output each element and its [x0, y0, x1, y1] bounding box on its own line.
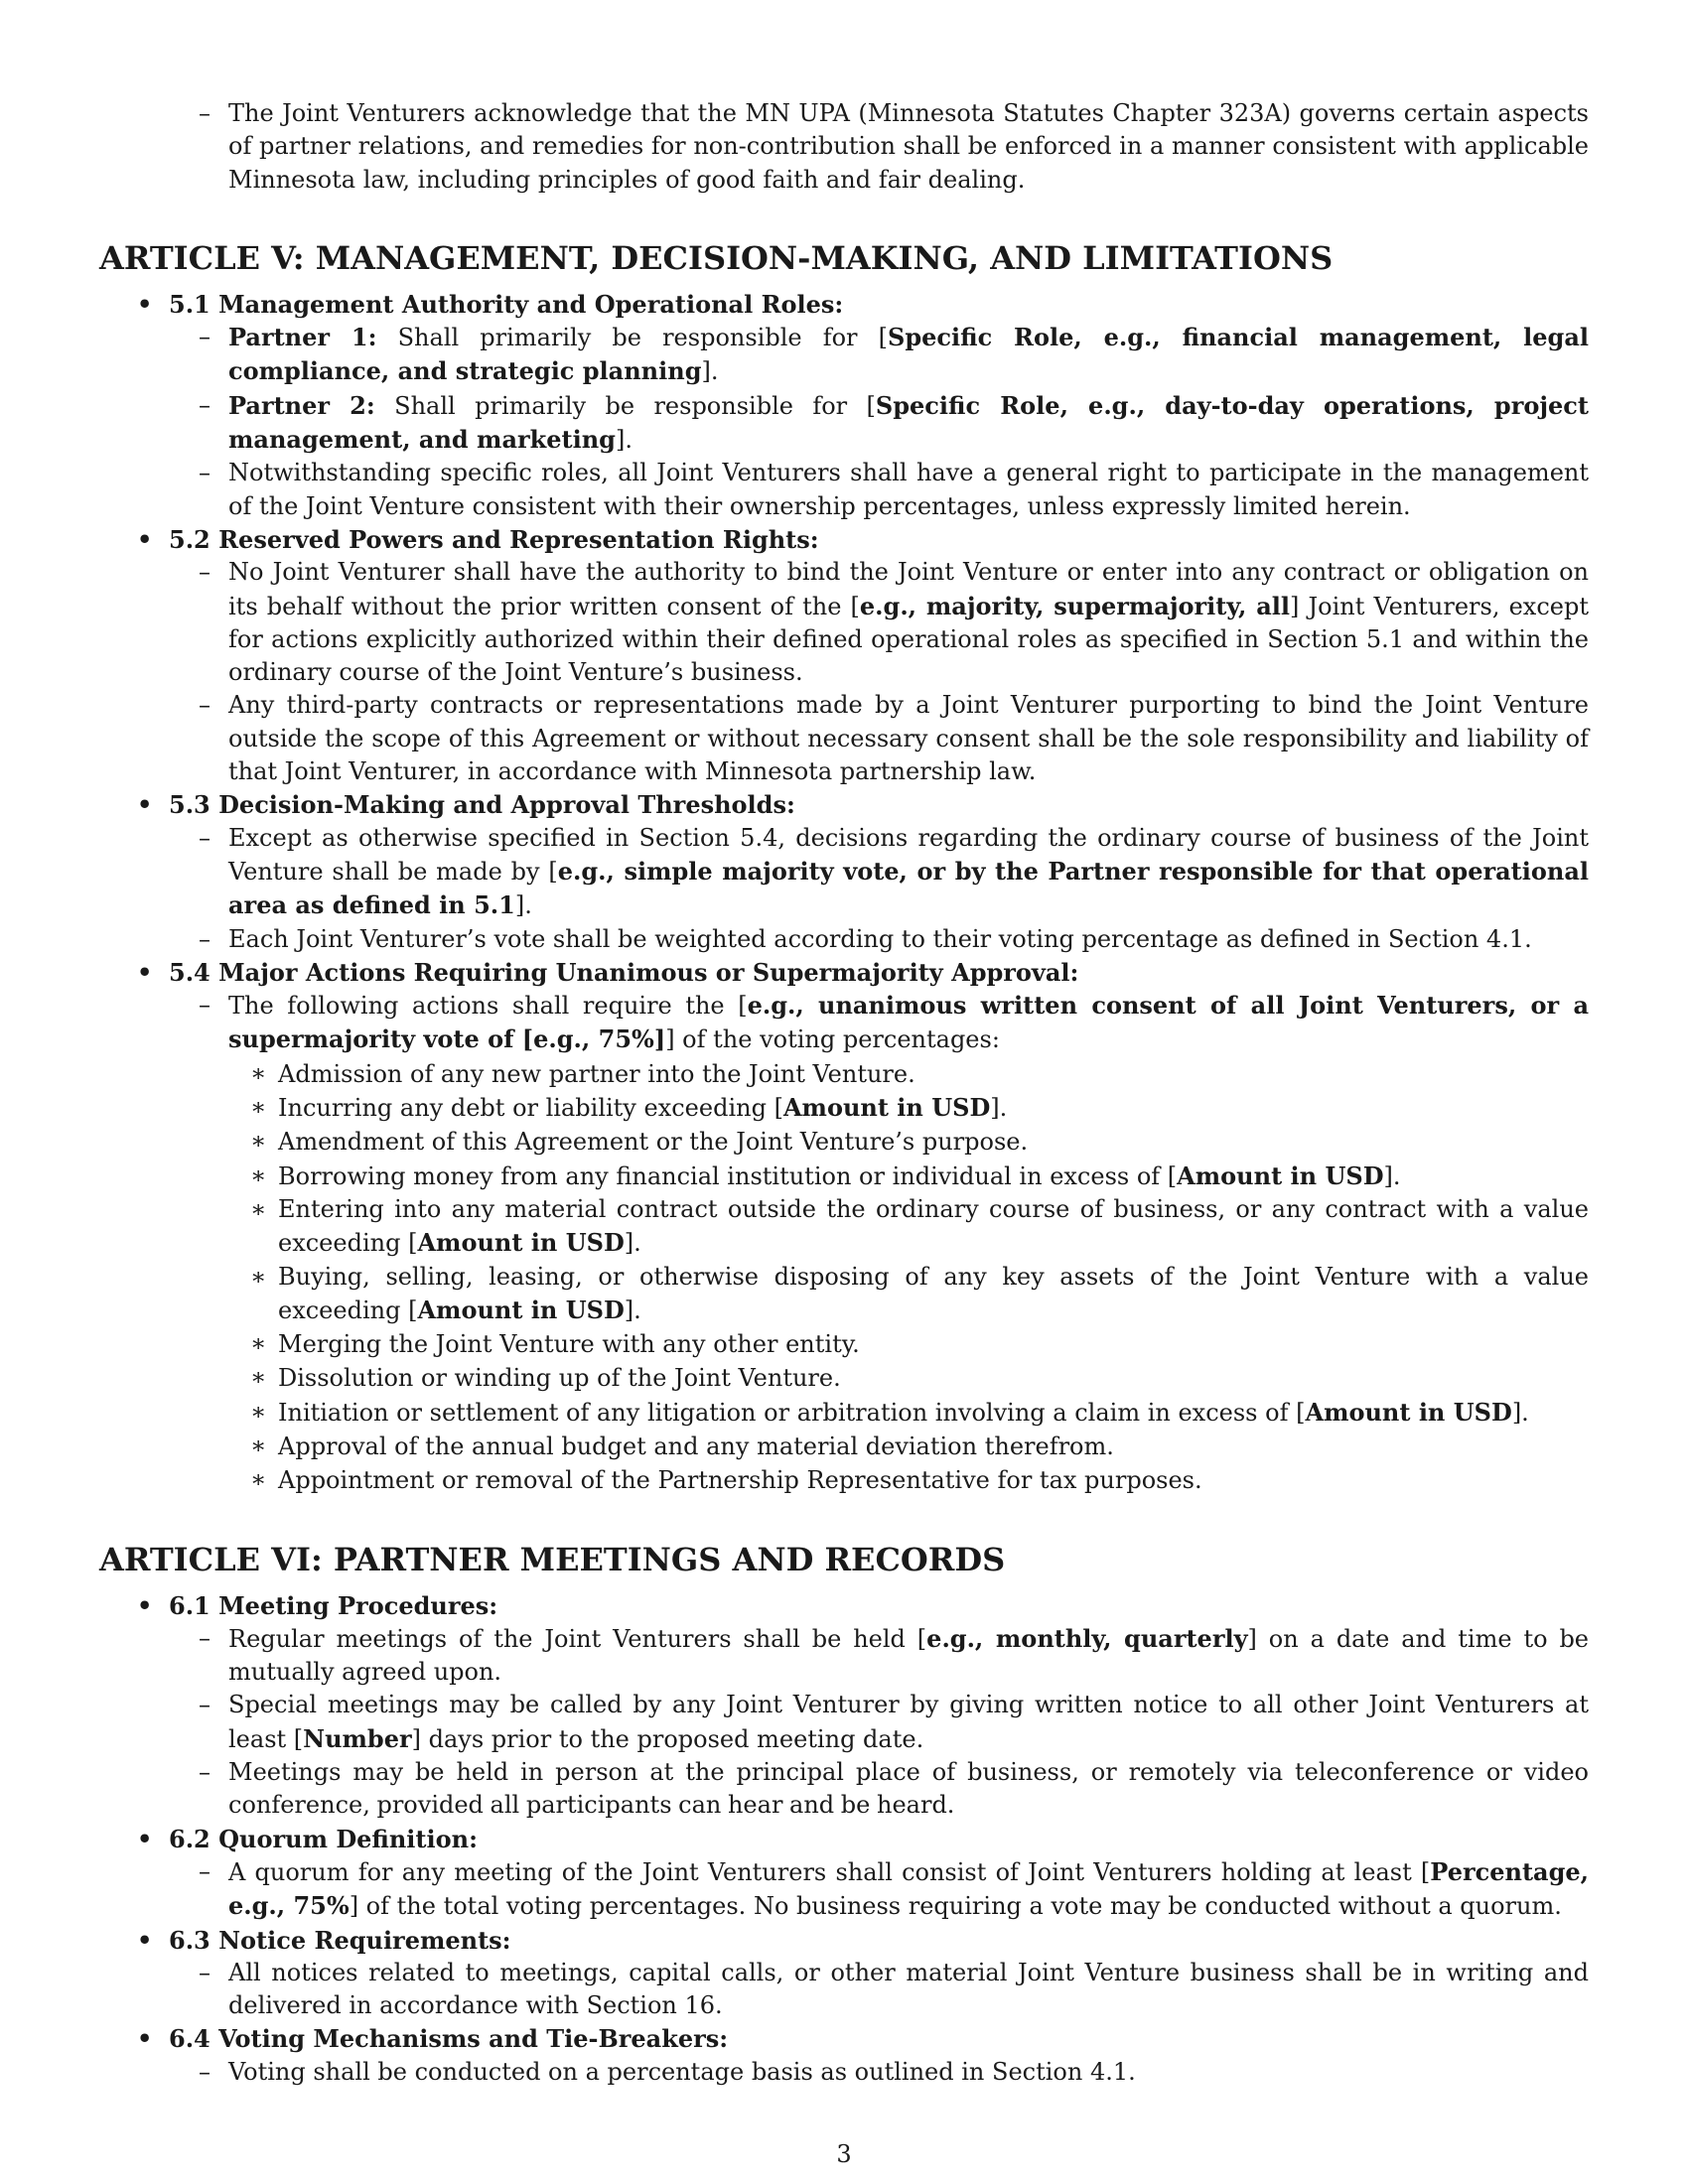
- star-marker: ∗: [250, 1160, 267, 1189]
- bullet-marker: •: [137, 1925, 153, 1955]
- document-body: [99, 97, 1589, 2089]
- bullet-marker: •: [137, 957, 153, 987]
- section-5-4-intro: – The following actions shall require the [e.g., unanimous written consent of all Joint Venturers, or a supermajority vote of [e.g., 75%]] of the voting percentages:: [199, 991, 1590, 1054]
- dash-marker: –: [199, 1691, 211, 1719]
- section-5-3-ordinary-course: – Except as otherwise specified in Section 5.4, decisions regarding the ordinary course of business of the Joint Venture shall be made by [e.g., simple majority vote, or by the Partner responsible for that operational area as defined in 5.1].: [199, 823, 1589, 920]
- section-6-1-special: – Special meetings may be called by any Joint Venturer by giving written notice to all other Joint Venturers at least [Number] days prior to the proposed meeting date.: [199, 1691, 1589, 1753]
- dash-marker: –: [199, 2057, 211, 2086]
- section-6-3-heading: • 6.3 Notice Requirements:: [99, 1924, 1589, 1957]
- section-6-1-remote: – Meetings may be held in person at the principal place of business, or remotely via teleconference or video conference, provided all participants can hear and be heard.: [199, 1758, 1589, 1820]
- section-6-3-notices: – All notices related to meetings, capital calls, or other material Joint Venture business shall be in writing and delivered in accordance with Section 16.: [199, 1958, 1589, 2020]
- list-item: ∗ Incurring any debt or liability exceeding [Amount in USD].: [99, 1091, 1589, 1125]
- partner-2-role: Specific Role, e.g., day-to-day operations, project management, and marketing: [228, 390, 1589, 455]
- star-marker: ∗: [250, 1262, 267, 1291]
- list-item: ∗ Merging the Joint Venture with any other entity.: [99, 1327, 1589, 1361]
- list-item: ∗ Admission of any new partner into the Joint Venture.: [99, 1057, 1589, 1091]
- partner-1-label: Partner 1:: [228, 323, 377, 352]
- bullet-marker: •: [137, 2024, 153, 2054]
- section-6-1-regular: – Regular meetings of the Joint Venturers shall be held [e.g., monthly, quarterly] on a date and time to be mutually agreed upon.: [199, 1623, 1590, 1687]
- dash-marker: –: [199, 1958, 211, 1986]
- section-6-2-quorum: – A quorum for any meeting of the Joint Venturers shall consist of Joint Venturers holding at least [Percentage, e.g., 75%] of the total voting percentages. No business requiring a vote may be conducted without a quorum.: [199, 1856, 1589, 1921]
- dash-marker: –: [199, 1623, 211, 1652]
- bullet-marker: •: [137, 1590, 153, 1620]
- dash-marker: –: [199, 924, 211, 953]
- dash-marker: –: [199, 823, 211, 852]
- list-item: ∗ Buying, selling, leasing, or otherwise disposing of any key assets of the Joint Venture with a value exceeding [Amount in USD].: [250, 1262, 1589, 1324]
- section-5-2-heading: • 5.2 Reserved Powers and Representation Rights:: [99, 523, 1589, 556]
- list-item: ∗ Entering into any material contract outside the ordinary course of business, or any contract with a value exceeding [Amount in USD].: [250, 1194, 1589, 1258]
- dash-marker: –: [199, 99, 211, 127]
- star-marker: ∗: [250, 1397, 267, 1426]
- section-5-1-partner-1: – Partner 1: Shall primarily be responsible for [Specific Role, e.g., financial management, legal compliance, and strategic planning].: [199, 323, 1589, 386]
- section-6-4-voting: – Voting shall be conducted on a percentage basis as outlined in Section 4.1.: [99, 2056, 1589, 2089]
- section-5-1-partner-2: – Partner 2: Shall primarily be responsible for [Specific Role, e.g., day-to-day operations, project management, and marketing].: [199, 390, 1589, 455]
- dash-marker: –: [199, 459, 211, 487]
- section-5-2-third-party: – Any third-party contracts or representations made by a Joint Venturer purporting to bind the Joint Venture outside the scope of this Agreement or without necessary consent shall be the sole responsibility and liability of that Joint Venturer, in accordance with Minnesota partnership law.: [199, 691, 1589, 786]
- list-item: ∗ Amendment of this Agreement or the Joint Venture’s purpose.: [99, 1125, 1589, 1159]
- bullet-marker: •: [137, 289, 153, 319]
- article-5-title: ARTICLE V: MANAGEMENT, DECISION-MAKING, AND LIMITATIONS: [99, 238, 1334, 277]
- partner-2-label: Partner 2:: [228, 390, 375, 420]
- dash-marker: –: [199, 558, 211, 587]
- dash-marker: –: [199, 1758, 211, 1787]
- section-6-1-heading: • 6.1 Meeting Procedures:: [99, 1589, 1589, 1622]
- section-5-2-authority: – No Joint Venturer shall have the authority to bind the Joint Venture or enter into any contract or obligation on its behalf without the prior written consent of the [e.g., majority, supermajority, all] Joint Venturers, except for actions explicitly authorized within their defined operational roles as specified in Section 5.1 and within the ordinary course of the Joint Venture’s business.: [199, 558, 1589, 687]
- bullet-marker: •: [137, 790, 153, 820]
- bullet-marker: •: [137, 1824, 153, 1853]
- dash-marker: –: [199, 323, 211, 351]
- partner-1-role: Specific Role, e.g., financial management, legal compliance, and strategic planning: [228, 323, 1589, 386]
- list-item: ∗ Approval of the annual budget and any material deviation therefrom.: [99, 1430, 1589, 1463]
- article-6-title: ARTICLE VI: PARTNER MEETINGS AND RECORDS: [99, 1540, 1006, 1578]
- bullet-marker: •: [137, 524, 153, 554]
- continuation-text: The Joint Venturers acknowledge that the MN UPA (Minnesota Statutes Chapter 323A) governs certain aspects of partner relations, and remedies for non-contribution shall be enforced in a manner consistent with applicable Minnesota law, including principles of good faith and fair dealing.: [228, 99, 1589, 194]
- section-5-3-heading: • 5.3 Decision-Making and Approval Thresholds:: [99, 788, 1589, 821]
- star-marker: ∗: [250, 1194, 267, 1223]
- section-5-1-general-right: – Notwithstanding specific roles, all Joint Venturers shall have a general right to participate in the management of the Joint Venture consistent with their ownership percentages, unless expressly limited herein.: [199, 459, 1589, 520]
- star-marker: ∗: [250, 1093, 267, 1122]
- star-marker: ∗: [250, 1058, 267, 1087]
- section-6-2-heading: • 6.2 Quorum Definition:: [99, 1823, 1589, 1855]
- section-6-4-heading: • 6.4 Voting Mechanisms and Tie-Breakers:: [99, 2022, 1589, 2055]
- dash-marker: –: [199, 390, 211, 419]
- list-item: ∗ Borrowing money from any financial institution or individual in excess of [Amount in USD].: [99, 1160, 1589, 1193]
- major-actions-list: [99, 1057, 1589, 1498]
- list-item: ∗ Initiation or settlement of any litigation or arbitration involving a claim in excess of [Amount in USD].: [99, 1396, 1589, 1430]
- star-marker: ∗: [250, 1127, 267, 1156]
- dash-marker: –: [199, 1856, 211, 1885]
- section-5-3-weighting: – Each Joint Venturer’s vote shall be weighted according to their voting percentage as defined in Section 4.1.: [99, 923, 1589, 956]
- dash-marker: –: [199, 691, 211, 720]
- star-marker: ∗: [250, 1363, 267, 1392]
- star-marker: ∗: [250, 1431, 267, 1459]
- page-number: 3: [836, 2140, 852, 2168]
- star-marker: ∗: [250, 1465, 267, 1494]
- star-marker: ∗: [250, 1329, 267, 1358]
- section-5-1-heading: • 5.1 Management Authority and Operational Roles:: [99, 288, 1589, 321]
- list-item: ∗ Appointment or removal of the Partnership Representative for tax purposes.: [99, 1463, 1589, 1497]
- dash-marker: –: [199, 991, 211, 1020]
- continuation-item: [99, 97, 1589, 197]
- list-item: ∗ Dissolution or winding up of the Joint Venture.: [99, 1361, 1589, 1395]
- section-5-4-heading: • 5.4 Major Actions Requiring Unanimous or Supermajority Approval:: [99, 956, 1589, 989]
